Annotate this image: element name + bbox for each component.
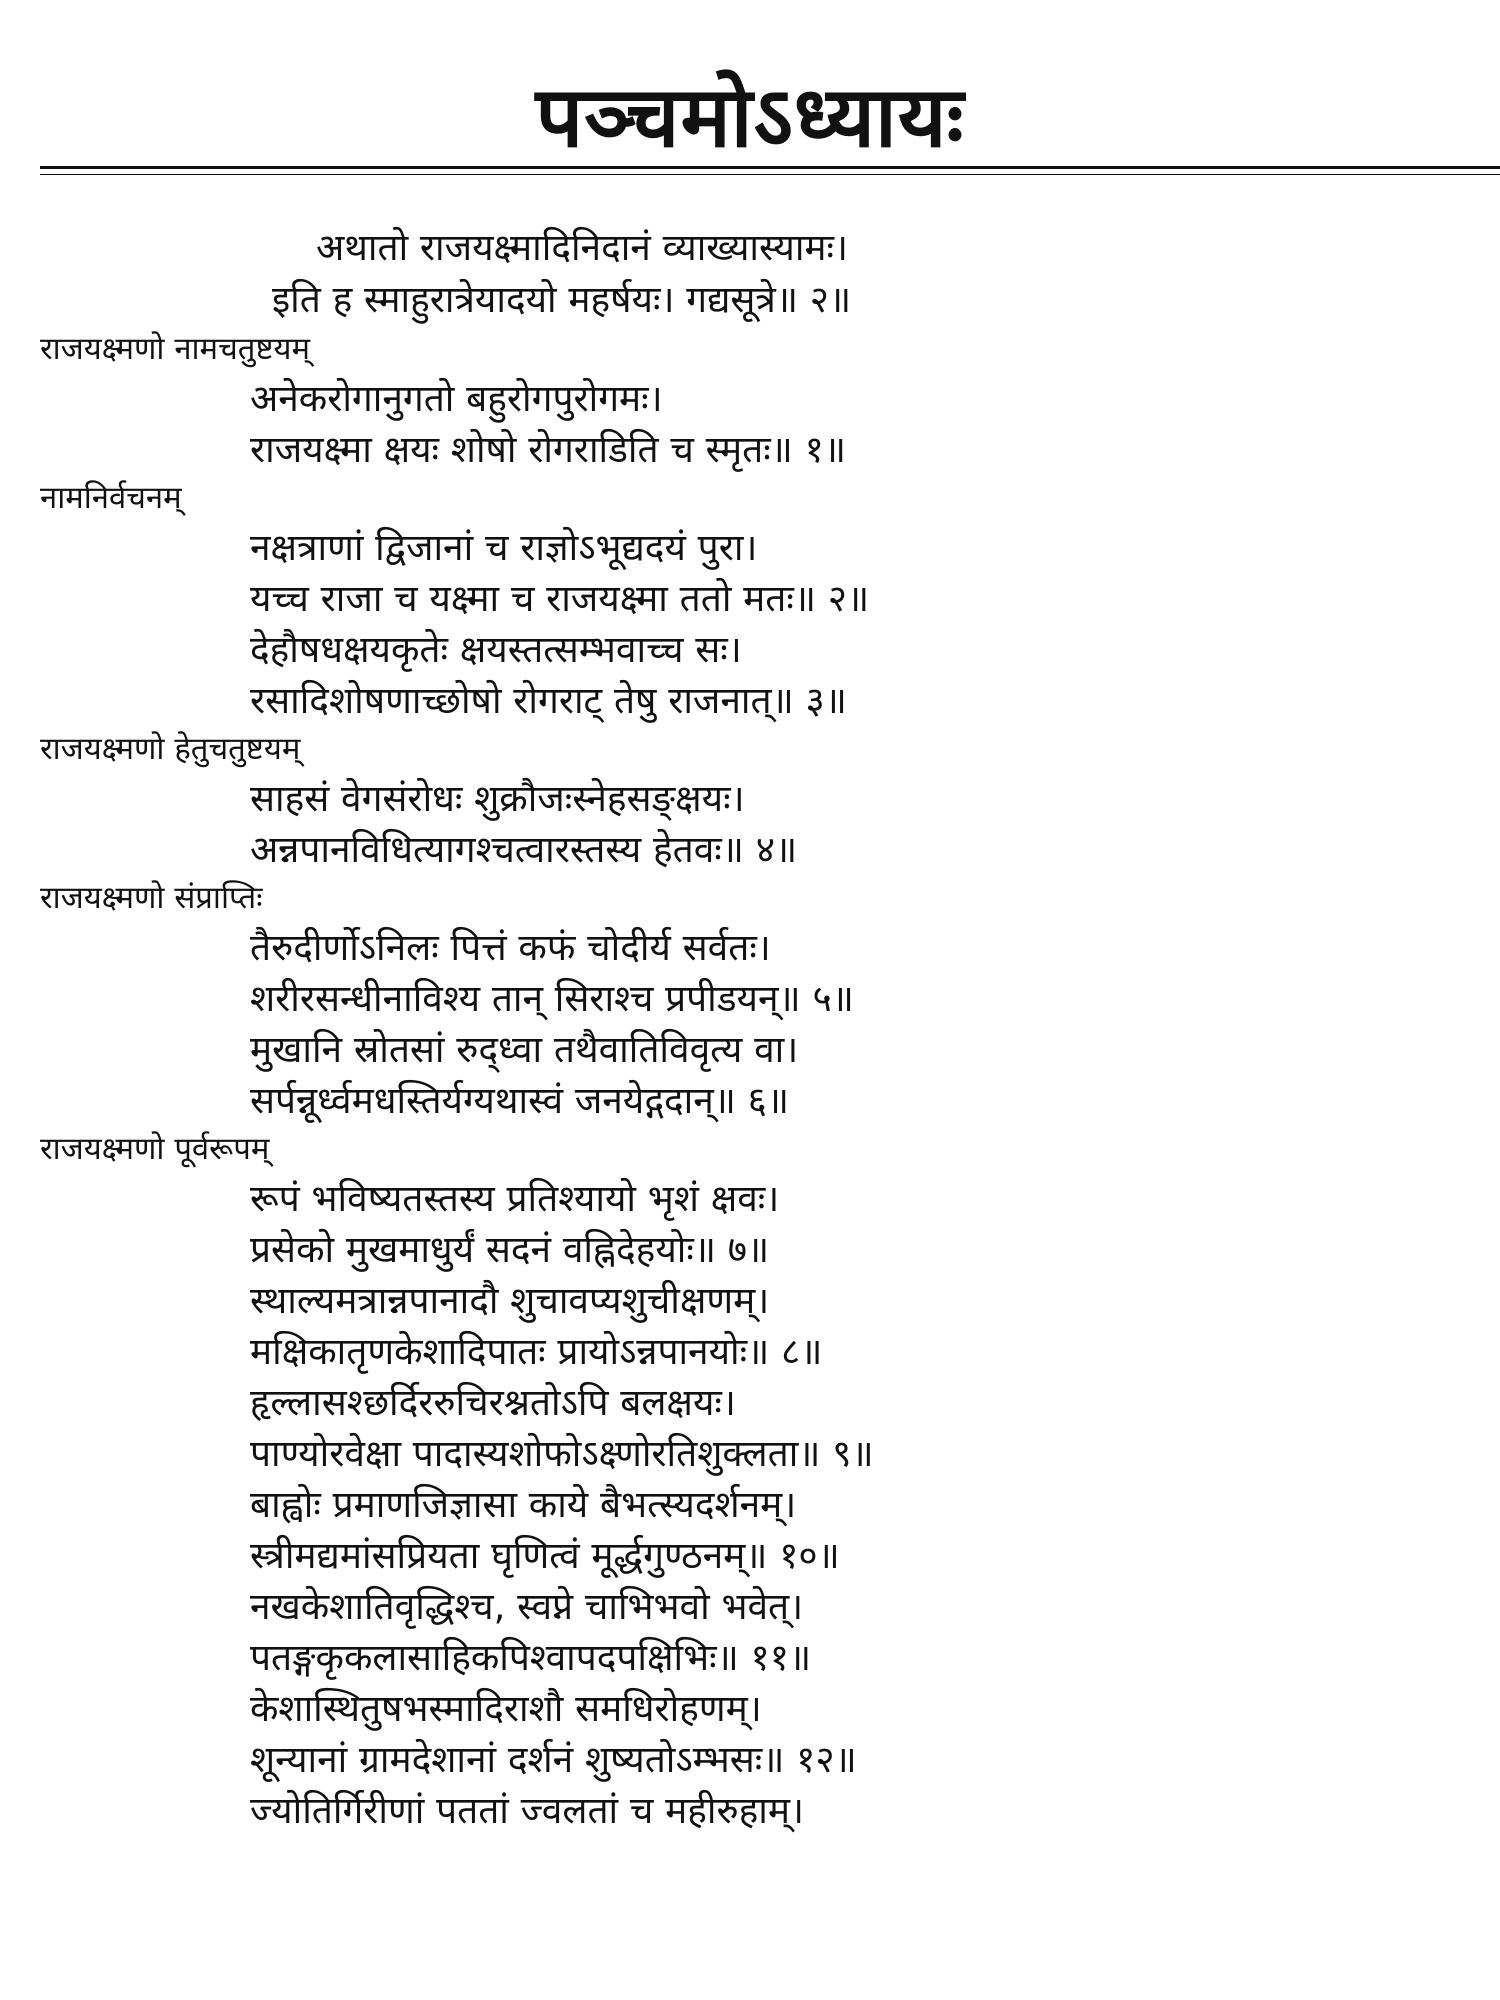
verse-line: साहसं वेगसंरोधः शुक्रौजःस्नेहसङ्क्षयः। <box>250 777 745 820</box>
text-body <box>0 222 1500 1836</box>
verse-line: राजयक्ष्मा क्षयः शोषो रोगराडिति च स्मृतः॥ १॥ <box>250 428 847 471</box>
verse-line: अनेकरोगानुगतो बहुरोगपुरोगमः। <box>250 377 663 420</box>
verse-line: पाण्योरवेक्षा पादास्यशोफोऽक्ष्णोरतिशुक्लता॥ ९॥ <box>250 1432 874 1475</box>
verse-line: यच्च राजा च यक्ष्मा च राजयक्ष्मा ततो मतः॥ २॥ <box>250 577 870 620</box>
verse-line: सर्पन्नूर्ध्वमधस्तिर्यग्यथास्वं जनयेद्गदान्॥ ६॥ <box>250 1079 790 1122</box>
verse-line: मक्षिकातृणकेशादिपातः प्रायोऽन्नपानयोः॥ ८॥ <box>250 1330 823 1373</box>
section-heading: राजयक्ष्मणो संप्राप्तिः <box>40 880 263 916</box>
verse-line: बाह्वोः प्रमाणजिज्ञासा काये बैभत्स्यदर्शनम्। <box>250 1483 797 1526</box>
verse-line: रसादिशोषणाच्छोषो रोगराट् तेषु राजनात्॥ ३॥ <box>250 679 847 722</box>
title-rule-thin <box>40 174 1500 175</box>
verse-line: पतङ्गकृकलासाहिकपिश्वापदपक्षिभिः॥ ११॥ <box>250 1636 812 1679</box>
verse-line: तैरुदीर्णोऽनिलः पित्तं कफं चोदीर्य सर्वतः। <box>250 926 771 969</box>
verse-line: देहौषधक्षयकृतेः क्षयस्तत्सम्भवाच्च सः। <box>250 628 742 671</box>
verse-line: अन्नपानविधित्यागश्चत्वारस्तस्य हेतवः॥ ४॥ <box>250 828 798 871</box>
verse-line: शरीरसन्धीनाविश्य तान् सिराश्च प्रपीडयन्॥ ५॥ <box>250 977 854 1020</box>
verse-line: स्त्रीमद्यमांसप्रियता घृणित्वं मूर्द्धगुण्ठनम्॥ १०॥ <box>250 1534 840 1577</box>
section-heading: राजयक्ष्मणो नामचतुष्टयम् <box>40 331 311 367</box>
verse-line: नखकेशातिवृद्धिश्च, स्वप्ने चाभिभवो भवेत्। <box>250 1585 804 1628</box>
verse-line: केशास्थितुषभस्मादिराशौ समधिरोहणम्। <box>250 1687 762 1730</box>
intro-line: अथातो राजयक्ष्मादिनिदानं व्याख्यास्यामः। <box>316 226 849 269</box>
verse-line: हृल्लासश्छर्दिररुचिरश्नतोऽपि बलक्षयः। <box>250 1381 736 1424</box>
chapter-title: पञ्चमोऽध्यायः <box>535 68 965 166</box>
verse-line: नक्षत्राणां द्विजानां च राज्ञोऽभूद्यदयं पुरा। <box>250 526 758 569</box>
section-heading: राजयक्ष्मणो पूर्वरूपम् <box>40 1131 270 1167</box>
verse-line: मुखानि स्रोतसां रुद्ध्वा तथैवातिविवृत्य वा। <box>250 1028 799 1071</box>
title-rule-thick <box>40 166 1500 169</box>
verse-line: प्रसेको मुखमाधुर्यं सदनं वह्निदेहयोः॥ ७॥ <box>250 1228 770 1271</box>
verse-line: स्थाल्यमत्रान्नपानादौ शुचावप्यशुचीक्षणम्। <box>250 1279 770 1322</box>
section-heading: नामनिर्वचनम् <box>40 480 182 516</box>
intro-line: इति ह स्माहुरात्रेयादयो महर्षयः। गद्यसूत्रे॥ २॥ <box>272 278 852 321</box>
section-heading: राजयक्ष्मणो हेतुचतुष्टयम् <box>40 731 301 767</box>
verse-line: रूपं भविष्यतस्तस्य प्रतिश्यायो भृशं क्षवः। <box>250 1177 780 1220</box>
verse-line: शून्यानां ग्रामदेशानां दर्शनं शुष्यतोऽम्भसः॥ १२॥ <box>250 1738 857 1781</box>
verse-line: ज्योतिर्गिरीणां पततां ज्वलतां च महीरुहाम्। <box>250 1789 805 1832</box>
